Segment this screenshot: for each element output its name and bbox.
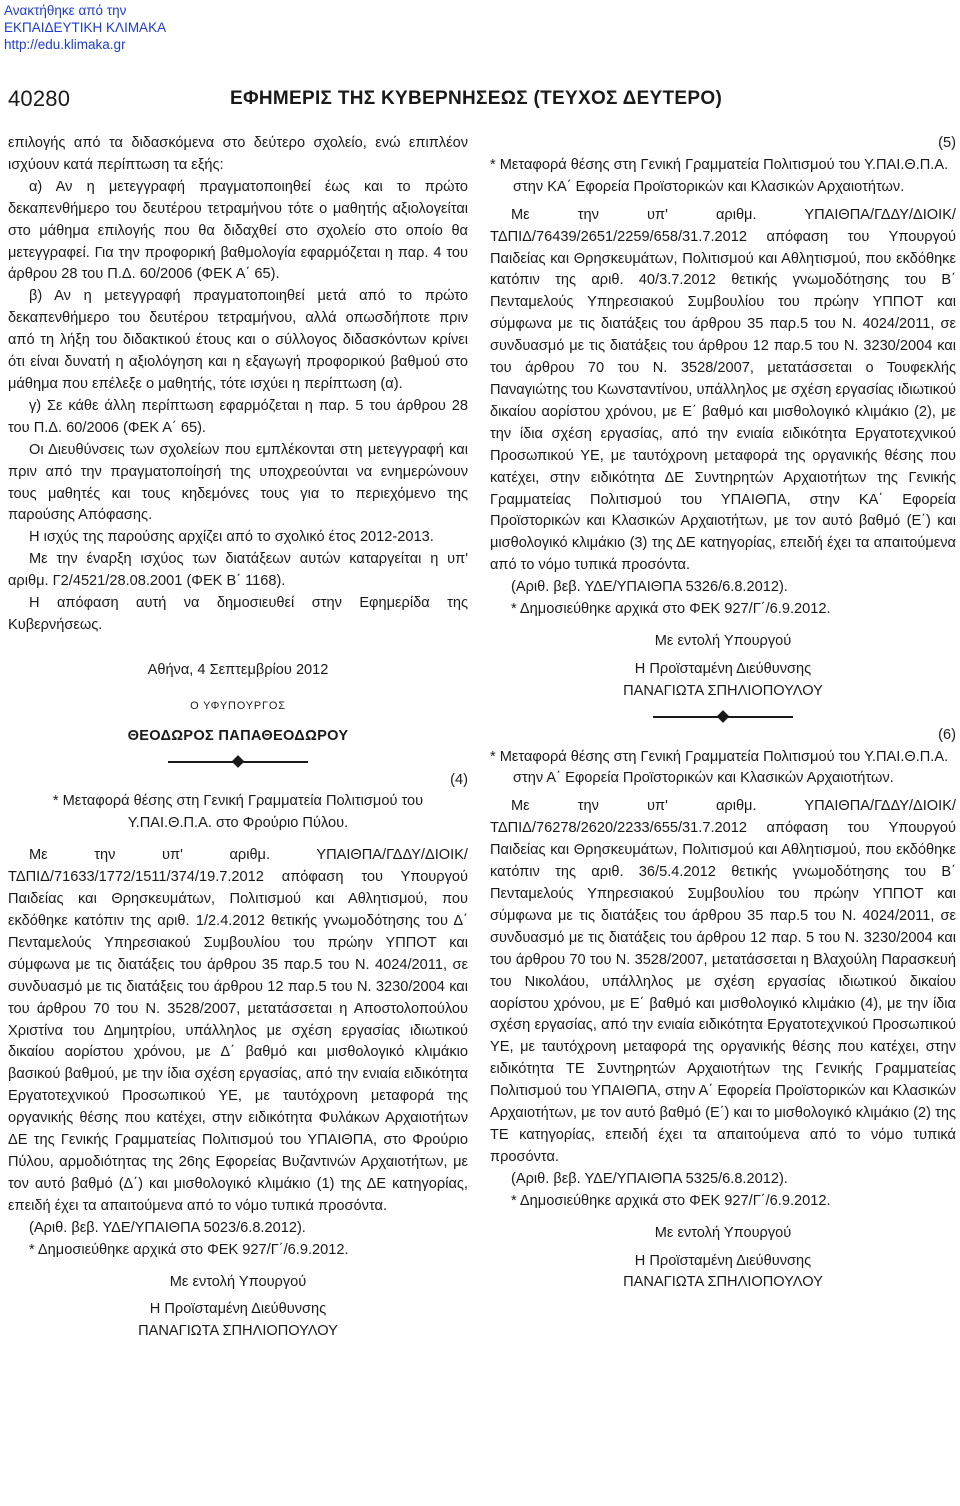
section-separator [168,756,308,768]
directors-paragraph: Οι Διευθύνσεις των σχολείων που εμπλέκονται στη μετεγγραφή και πριν από την πραγματοποίησή της υποχρεούνται να ενημερώνουν τους μαθητές και τους κηδεμόνες τους για το περιεχόμενο της παρούσης Απόφασης. [8,441,468,524]
right-column [490,133,956,1294]
section-5-published-note: * Δημοσιεύθηκε αρχικά στο ΦΕΚ 927/Γ΄/6.9.2012. [511,601,831,618]
validity-paragraph: Η ισχύς της παρούσης αρχίζει από το σχολικό έτος 2012-2013. [29,529,434,546]
section-5-body: Με την υπ' αριθμ. ΥΠΑΙΘΠΑ/ΓΔΔΥ/ΔΙΟΙΚ/ΤΔΠΙΔ/76439/2651/2259/658/31.7.2012 απόφαση του Υπουργού Παιδείας και Θρησκευμάτων, Πολιτισμού και Αθλητισμού, που εκδόθηκε κατόπιν της αριθ. 40/3.7.2012 θετικής γνωμοδότησης του Β΄ Πενταμελούς Υπηρεσιακού Συμβουλίου του πρώην ΥΠΠΟΤ και σύμφωνα με τις διατάξεις του άρθρου 35 παρ.5 του Ν. 4024/2011, σε συνδυασμό με τις διατάξεις του άρθρου 12 παρ.5 του Ν. 3230/2004 και του άρθρου 70 του Ν. 3528/2007, μετατάσσεται ο Τουφεκλής Παναγιώτης του Κωνσταντίνου, υπάλληλος με σχέση εργασίας ιδιωτικού δικαίου αορίστου χρόνου, με Ε΄ βαθμό και μισθολογικό κλιμάκιο (2), με την ίδια σχέση εργασίας, από την ενιαία ειδικότητα Εργατοτεχνικού Προσωπικού ΥΕ, με ταυτόχρονη μεταφορά της οργανικής θέσης που κατέχει, στην ειδικότητα ΔΕ Συντηρητών Αρχαιοτήτων της Γενικής Γραμματείας Πολιτισμού του ΥΠΑΙΘΠΑ, στην ΚΑ΄ Εφορεία Προϊστορικών και Κλασικών Αρχαιοτήτων, με τον αυτό βαθμό (Ε΄) και μισθολογικό κλιμάκιο (3) της ΔΕ κατηγορίας, επειδή έχει τα απαιτούμενα από το νόμο τυπικά προσόντα. [490,206,956,574]
separator-diamond-icon [232,755,245,768]
gazette-title: ΕΦΗΜΕΡΙΣ ΤΗΣ ΚΥΒΕΡΝΗΣΕΩΣ (ΤΕΥΧΟΣ ΔΕΥΤΕΡΟ) [230,88,723,109]
section-4-body: Με την υπ' αριθμ. ΥΠΑΙΘΠΑ/ΓΔΔΥ/ΔΙΟΙΚ/ΤΔΠΙΔ/71633/1772/1511/374/19.7.2012 απόφαση του Υπουργού Παιδείας και Θρησκευμάτων, Πολιτισμού και Αθλητισμού, που εκδόθηκε κατόπιν της αριθ. 1/2.4.2012 θετικής γνωμοδότησης του Δ΄ Πενταμελούς Υπηρεσιακού Συμβουλίου του πρώην ΥΠΠΟΤ και σύμφωνα με τις διατάξεις του άρθρου 35 παρ.5 του Ν. 4024/2011, σε συνδυασμό με τις διατάξεις του άρθρου 12 παρ.5 του Ν. 3230/2004 και του άρθρου 70 του Ν. 3528/2007, μετατάσσεται η Αποστολοπούλου Χριστίνα του Δημητρίου, υπάλληλος με σχέση εργασίας ιδιωτικού δικαίου αορίστου χρόνου, με Δ΄ βαθμό και μισθολογικό κλιμάκιο βασικού βαθμού, με την ίδια σχέση εργασίας, από την ενιαία ειδικότητα Εργατοτεχνικού Προσωπικού ΥΕ, με ταυτόχρονη μεταφορά της οργανικής θέσης που κατέχει, στην ειδικότητα Φυλάκων Αρχαιοτήτων ΔΕ της Γενικής Γραμματείας Πολιτισμού του ΥΠΑΙΘΠΑ, στο Φρούριο Πύλου, αρμοδιότητας της 26ης Εφορείας Βυζαντινών Αρχαιοτήτων, με τον αυτό βαθμό (Δ΄) και μισθολογικό κλιμάκιο (1) της ΔΕ κατηγορίας, επειδή έχει τα απαιτούμενα από το νόμο τυπικά προσόντα. [8,847,468,1214]
section-4-heading: * Μεταφορά θέσης στη Γενική Γραμματεία Πολιτισμού του Υ.ΠΑΙ.Θ.Π.Α. στο Φρούριο Πύλου. [52,793,424,832]
section-6-published-note: * Δημοσιεύθηκε αρχικά στο ΦΕΚ 927/Γ΄/6.9.2012. [511,1192,831,1209]
repeal-paragraph: Με την έναρξη ισχύος των διατάξεων αυτών καταργείται η υπ' αριθμ. Γ2/4521/28.08.2001 (ΦΕΚ Β΄ 1168). [8,551,468,590]
publish-paragraph: Η απόφαση αυτή να δημοσιευθεί στην Εφημερίδα της Κυβερνήσεως. [8,595,468,633]
section-4-order: Με εντολή Υπουργού [169,1273,307,1290]
page-header [0,86,960,112]
section-6-heading: * Μεταφορά θέσης στη Γενική Γραμματεία Πολιτισμού του Υ.ΠΑΙ.Θ.Π.Α. στην Α΄ Εφορεία Προϊστορικών και Κλασικών Αρχαιοτήτων. [490,748,949,787]
signatory-role: Ο ΥΦΥΠΟΥΡΓΟΣ [190,699,286,712]
source-line-1: Ανακτήθηκε από την [4,3,127,18]
case-b-paragraph: β) Αν η μετεγγραφή πραγματοποιηθεί μετά από το πρώτο δεκαπενθήμερο του δευτέρου τετραμήνου, αλλά οπωσδήποτε πριν από τη λήξη του διδακτικού έτους και ο σύλλογος διδασκόντων κρίνει ότι είναι δυνατή η αξιολόγηση και η εξαγωγή προφορικού βαθμού στο μάθημα που επέλεξε ο μαθητής, τότε ισχύει η περίπτωση (α). [8,288,468,392]
case-a-paragraph: α) Αν η μετεγγραφή πραγματοποιηθεί έως και το πρώτο δεκαπενθήμερο του δευτέρου τετραμήνου τότε ο μαθητής αξιολογείται στο μάθημα επιλογής που θα διδαχθεί στο σχολείο στο οποίο θα μετεγγραφεί. Για την προφορική βαθμολογία εφαρμόζεται η παρ. 4 του άρθρου 28 του Π.Δ. 60/2006 (ΦΕΚ Α΄ 65). [8,178,468,283]
source-line-2: ΕΚΠΑΙΔΕΥΤΙΚΗ ΚΛΙΜΑΚΑ [4,20,167,35]
section-4-reference: (Αριθ. βεβ. ΥΔΕ/ΥΠΑΙΘΠΑ 5023/6.8.2012). [29,1219,306,1236]
page-number: 40280 [8,86,71,111]
section-number-6: (6) [938,726,956,743]
section-5-heading: * Μεταφορά θέσης στη Γενική Γραμματεία Πολιτισμού του Υ.ΠΑΙ.Θ.Π.Α. στην ΚΑ΄ Εφορεία Προϊστορικών και Κλασικών Αρχαιοτήτων. [490,156,949,195]
section-6-head-title: Η Προϊσταμένη Διεύθυνσης [634,1252,812,1269]
source-link[interactable]: http://edu.klimaka.gr [4,37,126,52]
intro-paragraph: επιλογής από τα διδασκόμενα στο δεύτερο σχολείο, ενώ επιπλέον ισχύουν κατά περίπτωση τα εξής: [8,135,468,173]
case-c-paragraph: γ) Σε κάθε άλλη περίπτωση εφαρμόζεται η παρ. 5 του άρθρου 28 του Π.Δ. 60/2006 (ΦΕΚ Α΄ 65). [8,397,468,436]
left-column [8,133,468,1343]
signature-date: Αθήνα, 4 Σεπτεμβρίου 2012 [147,661,329,678]
section-4-head-name: ΠΑΝΑΓΙΩΤΑ ΣΠΗΛΙΟΠΟΥΛΟΥ [138,1323,338,1340]
section-6-body: Με την υπ' αριθμ. ΥΠΑΙΘΠΑ/ΓΔΔΥ/ΔΙΟΙΚ/ΤΔΠΙΔ/76278/2620/2233/655/31.7.2012 απόφαση του Υπουργού Παιδείας και Θρησκευμάτων, Πολιτισμού και Αθλητισμού, που εκδόθηκε κατόπιν της αριθ. 36/5.4.2012 θετικής γνωμοδότησης του Β΄ Πενταμελούς Υπηρεσιακού Συμβουλίου του πρώην ΥΠΠΟΤ και σύμφωνα με τις διατάξεις του άρθρου 35 παρ.5 του Ν. 4024/2011, σε συνδυασμό με τις διατάξεις του άρθρου 12 παρ. 5 του Ν. 3230/2004 και του άρθρου 70 του Ν. 3528/2007, μετατάσσεται η Βλαχούλη Παρασκευή του Νικολάου, υπάλληλος με σχέση εργασίας ιδιωτικού δικαίου αορίστου χρόνου, με Ε΄ βαθμό και μισθολογικό κλιμάκιο (4), με την ίδια σχέση εργασίας, από την ενιαία ειδικότητα Εργατοτεχνικού Προσωπικού ΥΕ, με ταυτόχρονη μεταφορά της οργανικής θέσης που κατέχει, στην ειδικότητα ΤΕ Συντηρητών Αρχαιοτήτων της Γενικής Γραμματείας Πολιτισμού του ΥΠΑΙΘΠΑ, στην Α΄ Εφορεία Προϊστορικών και Κλασικών Αρχαιοτήτων, με τον αυτό βαθμό (Ε΄) και το μισθολογικό κλιμάκιο (2) της ΤΕ κατηγορίας, επειδή έχει τα απαιτούμενα από το νόμο τυπικά προσόντα. [490,798,956,1165]
section-5-head-title: Η Προϊσταμένη Διεύθυνσης [634,660,812,677]
source-watermark [4,2,166,53]
section-6-head-name: ΠΑΝΑΓΙΩΤΑ ΣΠΗΛΙΟΠΟΥΛΟΥ [623,1274,823,1291]
section-6-reference: (Αριθ. βεβ. ΥΔΕ/ΥΠΑΙΘΠΑ 5325/6.8.2012). [511,1170,788,1187]
section-4-published-note: * Δημοσιεύθηκε αρχικά στο ΦΕΚ 927/Γ΄/6.9.2012. [29,1241,349,1258]
signatory-name: ΘΕΟΔΩΡΟΣ ΠΑΠΑΘΕΟΔΩΡΟΥ [127,727,349,744]
section-number-5: (5) [938,135,956,151]
section-5-reference: (Αριθ. βεβ. ΥΔΕ/ΥΠΑΙΘΠΑ 5326/6.8.2012). [511,579,788,596]
section-separator-right [653,711,793,723]
section-5-head-name: ΠΑΝΑΓΙΩΤΑ ΣΠΗΛΙΟΠΟΥΛΟΥ [623,682,823,699]
section-4-head-title: Η Προϊσταμένη Διεύθυνσης [149,1301,327,1318]
section-number-4: (4) [450,771,468,788]
section-6-order: Με εντολή Υπουργού [654,1224,792,1241]
separator-diamond-icon [717,710,730,723]
section-5-order: Με εντολή Υπουργού [654,632,792,649]
